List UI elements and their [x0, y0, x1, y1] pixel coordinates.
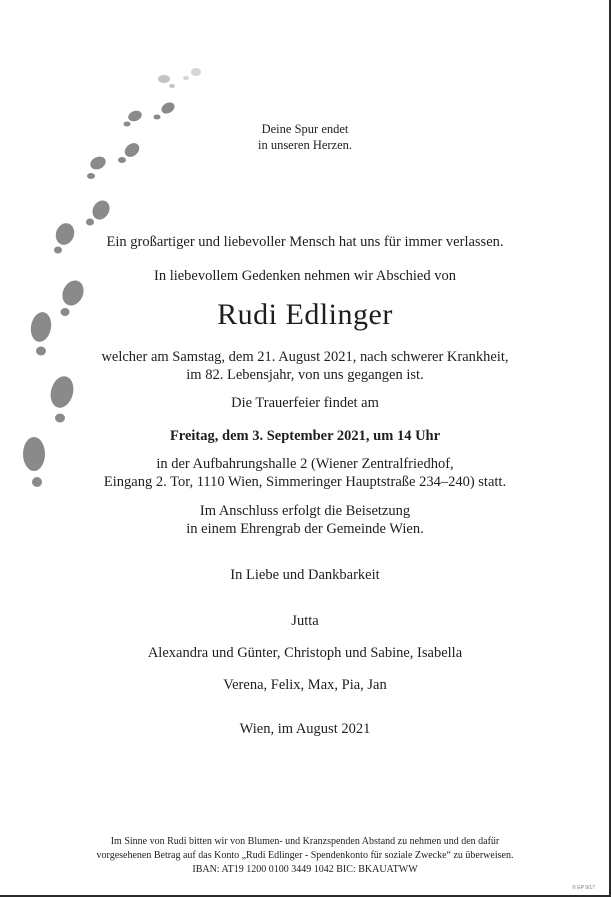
footprint-10: [23, 437, 45, 487]
burial-line-2: in einem Ehrengrab der Gemeinde Wien.: [186, 521, 424, 537]
mourner-1: Jutta: [291, 613, 319, 629]
ceremony-intro: Die Trauerfeier findet am: [231, 395, 379, 411]
print-code: © EP 9/17: [572, 885, 595, 891]
mourner-2: Alexandra und Günter, Christoph und Sabine, Isabella: [147, 645, 463, 661]
motto-line-1: Deine Spur endet: [261, 122, 349, 136]
donation-line-1: Im Sinne von Rudi bitten wir von Blumen- und Kranzspenden Abstand zu nehmen und den dafür: [110, 836, 500, 847]
place-date: Wien, im August 2021: [239, 721, 371, 737]
deceased-name: Rudi Edlinger: [217, 298, 393, 331]
footprint-faint-2: [158, 75, 175, 88]
farewell-text: In liebevollem Gedenken nehmen wir Abschied von: [153, 268, 456, 284]
ceremony-place: [60, 455, 550, 491]
closing-text: In Liebe und Dankbarkeit: [230, 567, 380, 583]
footprint-faint-1: [183, 68, 201, 80]
donation-note: [20, 835, 590, 877]
mourner-3: Verena, Felix, Max, Pia, Jan: [223, 677, 387, 693]
burial-info: [60, 502, 550, 538]
death-info: [60, 348, 550, 384]
motto: [60, 121, 550, 153]
ceremony-date: Freitag, dem 3. September 2021, um 14 Uhr: [169, 428, 441, 444]
ceremony-place-line-1: in der Aufbahrungshalle 2 (Wiener Zentralfriedhof,: [156, 456, 454, 472]
footprint-8: [29, 310, 54, 355]
burial-line-1: Im Anschluss erfolgt die Beisetzung: [199, 503, 411, 519]
donation-line-2: vorgesehenen Betrag auf das Konto „Rudi Edlinger - Spendenkonto für soziale Zwecke“ zu überweisen.: [96, 850, 514, 861]
motto-line-2: in unseren Herzen.: [257, 138, 353, 152]
footprint-5: [86, 197, 113, 225]
donation-iban: IBAN: AT19 1200 0100 3449 1042 BIC: BKAUATWW: [192, 864, 418, 875]
death-info-line-1: welcher am Samstag, dem 21. August 2021, nach schwerer Krankheit,: [101, 349, 509, 365]
ceremony-place-line-2: Eingang 2. Tor, 1110 Wien, Simmeringer Hauptstraße 234–240) statt.: [103, 474, 507, 490]
death-info-line-2: im 82. Lebensjahr, von uns gegangen ist.: [186, 367, 424, 383]
footprint-1: [154, 100, 177, 119]
intro-text: Ein großartiger und liebevoller Mensch hat uns für immer verlassen.: [106, 234, 504, 250]
footprint-4: [87, 154, 108, 179]
